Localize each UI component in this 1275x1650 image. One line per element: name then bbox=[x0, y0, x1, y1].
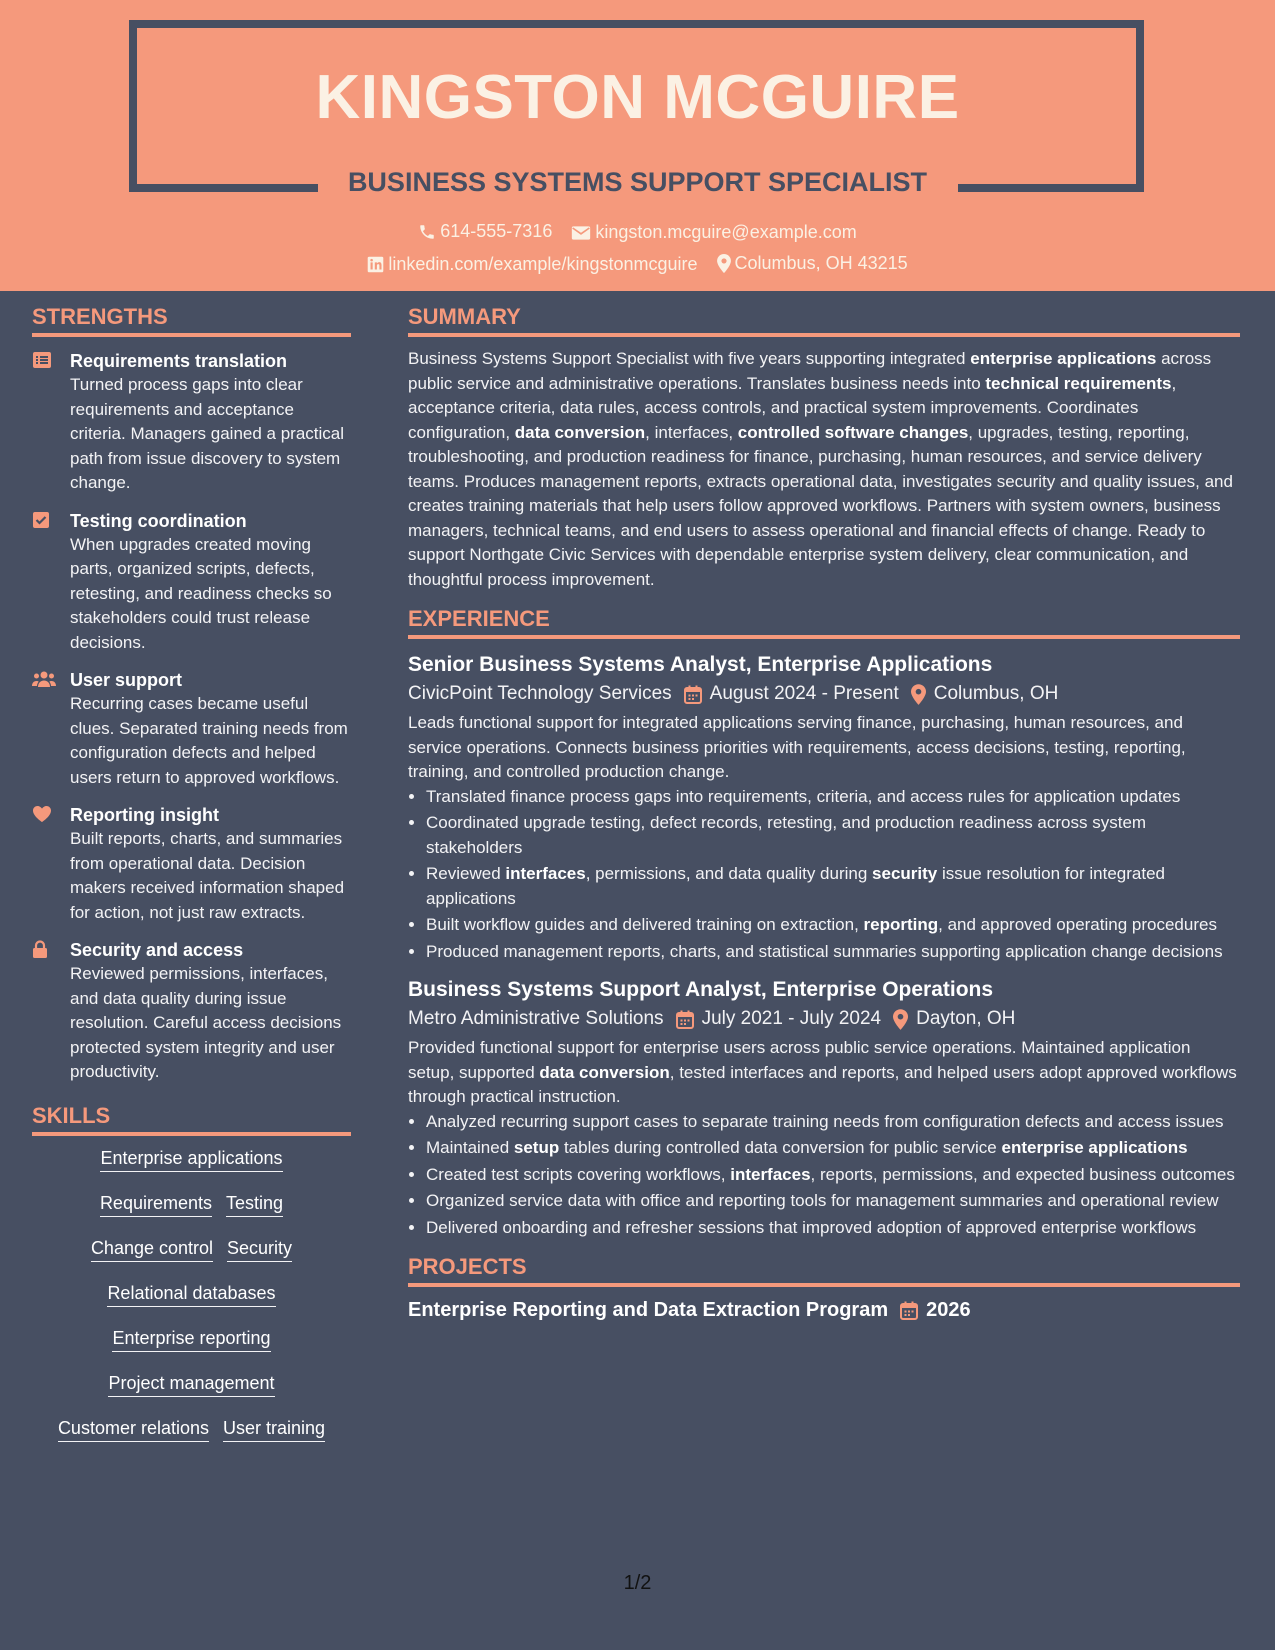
skill-tag: Security bbox=[227, 1238, 292, 1262]
skill-row bbox=[32, 1193, 351, 1238]
skill-tag: Enterprise applications bbox=[100, 1148, 282, 1172]
summary-text: Business Systems Support Specialist with five years supporting integrated enterprise applications across public service and administrative operations. Translates business needs into technical requirements, acceptance criteria, data rules, access controls, and practical system improvements. Coordinates configuration, data conversion, interfaces, controlled software changes, upgrades, testing, reporting, troubleshooting, and production readiness for finance, purchasing, human resources, and service delivery teams. Produces management reports, extracts operational data, investigates security and quality issues, and creates training materials that help users follow approved workflows. Partners with system owners, business managers, technical teams, and end users to assess operational and financial effects of change. Ready to support Northgate Civic Services with dependable enterprise system delivery, clear communication, and thoughtful process improvement. bbox=[408, 349, 1233, 589]
map-pin-icon bbox=[717, 254, 731, 273]
job-entry bbox=[408, 976, 1240, 1240]
strength-description: Recurring cases became useful clues. Separated training needs from configuration defects and helped users return to approved workflows. bbox=[70, 694, 348, 787]
job-bullet: • Analyzed recurring support cases to separate training needs from configuration defects and access issues bbox=[426, 1110, 1240, 1135]
left-column bbox=[32, 304, 351, 1463]
job-description: Leads functional support for integrated applications serving finance, purchasing, human resources, and service operations. Connects business priorities with requirements, access decisions, testing, reporting, training, and controlled production change. bbox=[408, 713, 1186, 781]
job-meta bbox=[408, 683, 1240, 705]
job-company: Metro Administrative Solutions bbox=[408, 1008, 664, 1029]
lock-icon bbox=[32, 938, 70, 1085]
job-entry bbox=[408, 651, 1240, 964]
job-meta bbox=[408, 1008, 1240, 1030]
skill-tag: Requirements bbox=[100, 1193, 212, 1217]
job-bullet: • Coordinated upgrade testing, defect records, retesting, and production readiness across system stakeholders bbox=[426, 811, 1240, 860]
linkedin-text: linkedin.com/example/kingstonmcguire bbox=[388, 254, 698, 274]
header-band bbox=[0, 0, 1275, 291]
users-icon bbox=[32, 668, 70, 790]
job-bullets bbox=[408, 1110, 1240, 1241]
skill-tag: Change control bbox=[91, 1238, 213, 1262]
job-company: CivicPoint Technology Services bbox=[408, 683, 672, 704]
job-bullet: • Produced management reports, charts, and statistical summaries supporting application change decisions bbox=[426, 940, 1240, 965]
project-entry bbox=[408, 1299, 1240, 1322]
job-title: Business Systems Support Analyst, Enterprise Operations bbox=[408, 978, 994, 1001]
job-bullet: • Delivered onboarding and refresher sessions that improved adoption of approved enterprise workflows bbox=[426, 1216, 1240, 1241]
list-icon bbox=[32, 349, 70, 496]
contact-row-2 bbox=[0, 253, 1275, 278]
location-text: Columbus, OH 43215 bbox=[734, 253, 908, 273]
contact-row-1 bbox=[0, 221, 1275, 246]
strength-title: User support bbox=[70, 670, 183, 690]
job-dates: August 2024 - Present bbox=[684, 683, 899, 705]
linkedin-contact[interactable] bbox=[367, 254, 697, 275]
skill-row bbox=[32, 1283, 351, 1328]
skill-tag: Customer relations bbox=[58, 1418, 209, 1442]
envelope-icon bbox=[571, 225, 591, 241]
strength-title: Requirements translation bbox=[70, 351, 288, 371]
strength-description: When upgrades created moving parts, organized scripts, defects, retesting, and readiness checks so stakeholders could trust release decisions. bbox=[70, 534, 332, 652]
strengths-list bbox=[32, 349, 351, 1085]
job-bullets bbox=[408, 785, 1240, 965]
project-year: 2026 bbox=[926, 1299, 971, 1321]
skill-tag: User training bbox=[223, 1418, 325, 1442]
job-bullet: • Created test scripts covering workflows, interfaces, reports, permissions, and expected business outcomes bbox=[426, 1163, 1240, 1188]
skill-row bbox=[32, 1238, 351, 1283]
job-dates: July 2021 - July 2024 bbox=[676, 1008, 882, 1030]
location-contact bbox=[717, 253, 908, 274]
skill-tag: Enterprise reporting bbox=[112, 1328, 270, 1352]
job-bullet: • Reviewed interfaces, permissions, and data quality during security issue resolution for integrated applications bbox=[426, 862, 1240, 911]
page-number: 1/2 bbox=[623, 1572, 652, 1594]
job-location: Columbus, OH bbox=[911, 683, 1059, 705]
job-bullet: • Maintained setup tables during controlled data conversion for public service enterprise applications bbox=[426, 1136, 1240, 1161]
experience-list bbox=[408, 651, 1240, 1240]
skills-list bbox=[32, 1148, 351, 1463]
calendar-icon bbox=[676, 1010, 694, 1029]
skill-tag: Testing bbox=[226, 1193, 283, 1217]
email-text: kingston.mcguire@example.com bbox=[595, 222, 857, 242]
right-column bbox=[408, 304, 1240, 1322]
skill-row bbox=[32, 1373, 351, 1418]
strength-title: Reporting insight bbox=[70, 805, 219, 825]
email-contact[interactable] bbox=[571, 222, 856, 243]
phone-contact[interactable] bbox=[418, 221, 552, 242]
job-bullet: • Translated finance process gaps into requirements, criteria, and access rules for application updates bbox=[426, 785, 1240, 810]
skill-tag: Relational databases bbox=[107, 1283, 275, 1307]
skill-tag: Project management bbox=[108, 1373, 274, 1397]
project-title: Enterprise Reporting and Data Extraction Program bbox=[408, 1299, 889, 1321]
heart-icon bbox=[32, 803, 70, 925]
job-location: Dayton, OH bbox=[893, 1008, 1015, 1030]
strength-item bbox=[32, 349, 351, 496]
phone-icon bbox=[418, 223, 436, 241]
summary-heading: SUMMARY bbox=[408, 304, 1240, 337]
strength-description: Turned process gaps into clear requirements and acceptance criteria. Managers gained a practical path from issue discovery to system change. bbox=[70, 375, 345, 492]
projects-heading: PROJECTS bbox=[408, 1254, 1240, 1287]
candidate-name: KINGSTON MCGUIRE bbox=[315, 63, 960, 132]
calendar-icon bbox=[900, 1301, 918, 1320]
strength-item bbox=[32, 938, 351, 1085]
map-pin-icon bbox=[893, 1009, 908, 1030]
strength-item bbox=[32, 803, 351, 925]
projects-list bbox=[408, 1299, 1240, 1322]
job-description: Provided functional support for enterprise users across public service operations. Maintained application setup, supported data conversion, tested interfaces and reports, and helped users adopt approved workflows through practical instruction. bbox=[408, 1038, 1237, 1106]
strength-title: Security and access bbox=[70, 940, 244, 960]
strength-title: Testing coordination bbox=[70, 510, 247, 531]
job-bullet: • Organized service data with office and reporting tools for management summaries and operational review bbox=[426, 1189, 1240, 1214]
map-pin-icon bbox=[911, 684, 926, 705]
checkbox-icon bbox=[32, 509, 70, 656]
strength-item bbox=[32, 668, 351, 790]
phone-text: 614-555-7316 bbox=[440, 221, 553, 241]
skills-heading: SKILLS bbox=[32, 1103, 351, 1136]
skill-row bbox=[32, 1418, 351, 1463]
linkedin-icon bbox=[367, 256, 384, 273]
experience-heading: EXPERIENCE bbox=[408, 606, 1240, 639]
skill-row bbox=[32, 1328, 351, 1373]
strength-item bbox=[32, 509, 351, 656]
strength-description: Built reports, charts, and summaries from operational data. Decision makers received information shaped for action, not just raw extracts. bbox=[70, 829, 345, 922]
skill-row bbox=[32, 1148, 351, 1193]
strength-description: Reviewed permissions, interfaces, and data quality during issue resolution. Careful access decisions protected system integrity and user productivity. bbox=[70, 964, 342, 1081]
calendar-icon bbox=[684, 685, 702, 704]
candidate-title: BUSINESS SYSTEMS SUPPORT SPECIALIST bbox=[347, 167, 928, 197]
job-bullet: • Built workflow guides and delivered training on extraction, reporting, and approved operating procedures bbox=[426, 913, 1240, 938]
job-title: Senior Business Systems Analyst, Enterprise Applications bbox=[408, 653, 993, 676]
strengths-heading: STRENGTHS bbox=[32, 304, 351, 337]
